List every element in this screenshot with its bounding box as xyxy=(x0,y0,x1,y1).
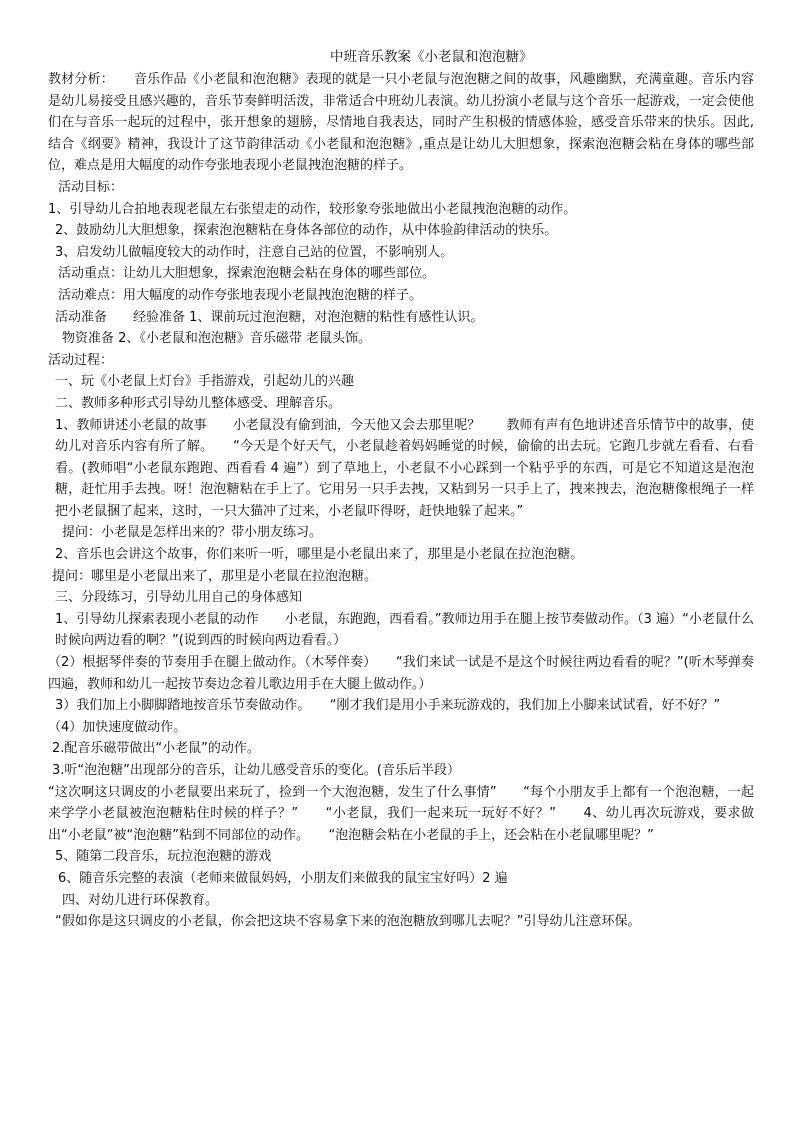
step-1: 一、玩《小老鼠上灯台》手指游戏，引起幼儿的兴趣 xyxy=(55,374,355,390)
goals-heading: 活动目标： xyxy=(58,179,124,195)
difficulty-point: 活动难点：用大幅度的动作夸张地表现小老鼠拽泡泡糖的样子。 xyxy=(58,287,423,303)
goal-item-3: 3、启发幼儿做幅度较大的动作时，注意自己站的位置，不影响别人。 xyxy=(55,244,454,260)
play-step-5: 5、随第二段音乐，玩拉泡泡糖的游戏 xyxy=(55,849,272,865)
music-story: 2、音乐也会讲这个故事，你们来听一听，哪里是小老鼠出来了，那里是小老鼠在拉泡泡糖。 xyxy=(55,547,584,563)
preparation-materials: 物资准备 2、《小老鼠和泡泡糖》音乐磁带 老鼠头饰。 xyxy=(62,331,372,347)
goal-item-2: 2、鼓励幼儿大胆想象，探索泡泡糖粘在身体各部位的动作，从中体验韵律活动的快乐。 xyxy=(55,223,558,239)
closing-paragraph: “假如你是这只调皮的小老鼠，你会把这块不容易拿下来的泡泡糖放到哪儿去呢？”引导幼儿注意环保。 xyxy=(55,914,641,930)
process-heading: 活动过程： xyxy=(48,352,114,368)
document-title: 中班音乐教案《小老鼠和泡泡糖》 xyxy=(330,49,533,65)
key-point: 活动重点：让幼儿大胆想象，探索泡泡糖会粘在身体的哪些部位。 xyxy=(58,266,436,282)
preparation-experience: 活动准备 经验准备 1、课前玩过泡泡糖，对泡泡糖的粘性有感性认识。 xyxy=(55,309,484,325)
step-2: 二、教师多种形式引导幼儿整体感受、理解音乐。 xyxy=(55,395,342,411)
goal-item-1: 1、引导幼儿合拍地表现老鼠左右张望走的动作，较形象夸张地做出小老鼠拽泡泡糖的动作。 xyxy=(48,201,577,217)
practice-1: 1、引导幼儿探索表现小老鼠的动作 小老鼠，东跑跑，西看看。”教师边用手在腿上按节奏做动作。（3 遍）“小老鼠什么时候向两边看的啊？”(说到西的时候向两边看看。） xyxy=(55,611,754,649)
step-4: 四、对幼儿进行环保教育。 xyxy=(62,892,219,908)
story-paragraph: 1、教师讲述小老鼠的故事 小老鼠没有偷到油，今天他又会去那里呢？ 教师有声有色地讲述音乐情节中的故事，使幼儿对音乐内容有所了解。 “今天是个好天气，小老鼠趁着妈妈睡觉的时候，偷偷的出去玩。它跑几步就左看看、右看看。(教师唱“小老鼠东跑跑、西看看 4 遍”）到了草地上，小老鼠不小心踩到一个粘乎乎的东西，可是它不知道这是泡泡糖，赶忙用手去拽。呀！泡泡糖粘在手上了。它用另一只手去拽，又粘到另一只手上了，拽来拽去，泡泡糖像根绳子一样把小老鼠捆了起来，这时，一只大猫冲了过来，小老鼠吓得呀，赶快地躲了起来。” xyxy=(55,417,754,519)
practice-3: 3）我们加上小脚脚踏地按音乐节奏做动作。 “刚才我们是用小手来玩游戏的，我们加上小脚来试试看，好不好？” xyxy=(55,698,721,714)
document-body xyxy=(48,69,754,933)
question-1: 提问：小老鼠是怎样出来的？带小朋友练习。 xyxy=(62,525,323,541)
material-analysis: 教材分析： 音乐作品《小老鼠和泡泡糖》表现的就是一只小老鼠与泡泡糖之间的故事，风趣幽默，充满童趣。音乐内容是幼儿易接受且感兴趣的，音乐节奏鲜明活泼，非常适合中班幼儿表演。幼儿扮演小老鼠与这个音乐一起游戏，一定会使他们在与音乐一起玩的过程中，张开想象的翅膀，尽情地自我表达，同时产生积极的情感体验，感受音乐带来的快乐。因此,结合《纲要》精神，我设计了这节韵律活动《小老鼠和泡泡糖》,重点是让幼儿大胆想象，探索泡泡糖会粘在身体的哪些部位，难点是用大幅度的动作夸张地表现小老鼠拽泡泡糖的样子。 xyxy=(48,72,754,174)
play-step-6: 6、随音乐完整的表演（老师来做鼠妈妈，小朋友们来做我的鼠宝宝好吗）2 遍 xyxy=(58,870,508,886)
question-2: 提问：哪里是小老鼠出来了，那里是小老鼠在拉泡泡糖。 xyxy=(52,568,378,584)
replay-paragraph: “这次啊这只调皮的小老鼠要出来玩了，捡到一个大泡泡糖，发生了什么事情” “每个小朋友手上都有一个泡泡糖，一起来学学小老鼠被泡泡糖粘住时候的样子？” “小老鼠，我们一起来玩一玩好不好？” 4、幼儿再次玩游戏，要求做出“小老鼠”被“泡泡糖”粘到不同部位的动作。 “泡泡糖会粘在小老鼠的手上，还会粘在小老鼠哪里呢？” xyxy=(48,784,754,843)
practice-4: （4）加快速度做动作。 xyxy=(48,719,187,735)
listen-step: 3.听“泡泡糖”出现部分的音乐，让幼儿感受音乐的变化。(音乐后半段） xyxy=(52,763,460,778)
tape-step: 2.配音乐磁带做出“小老鼠”的动作。 xyxy=(52,741,260,757)
step-3: 三、分段练习，引导幼儿用自己的身体感知 xyxy=(55,590,303,606)
practice-2: （2）根据琴伴奏的节奏用手在腿上做动作。（木琴伴奏） “我们来试一试是不是这个时候往两边看看的呢？”(听木琴弹奏四遍，教师和幼儿一起按节奏边念着儿歌边用手在大腿上做动作。） xyxy=(48,655,754,692)
